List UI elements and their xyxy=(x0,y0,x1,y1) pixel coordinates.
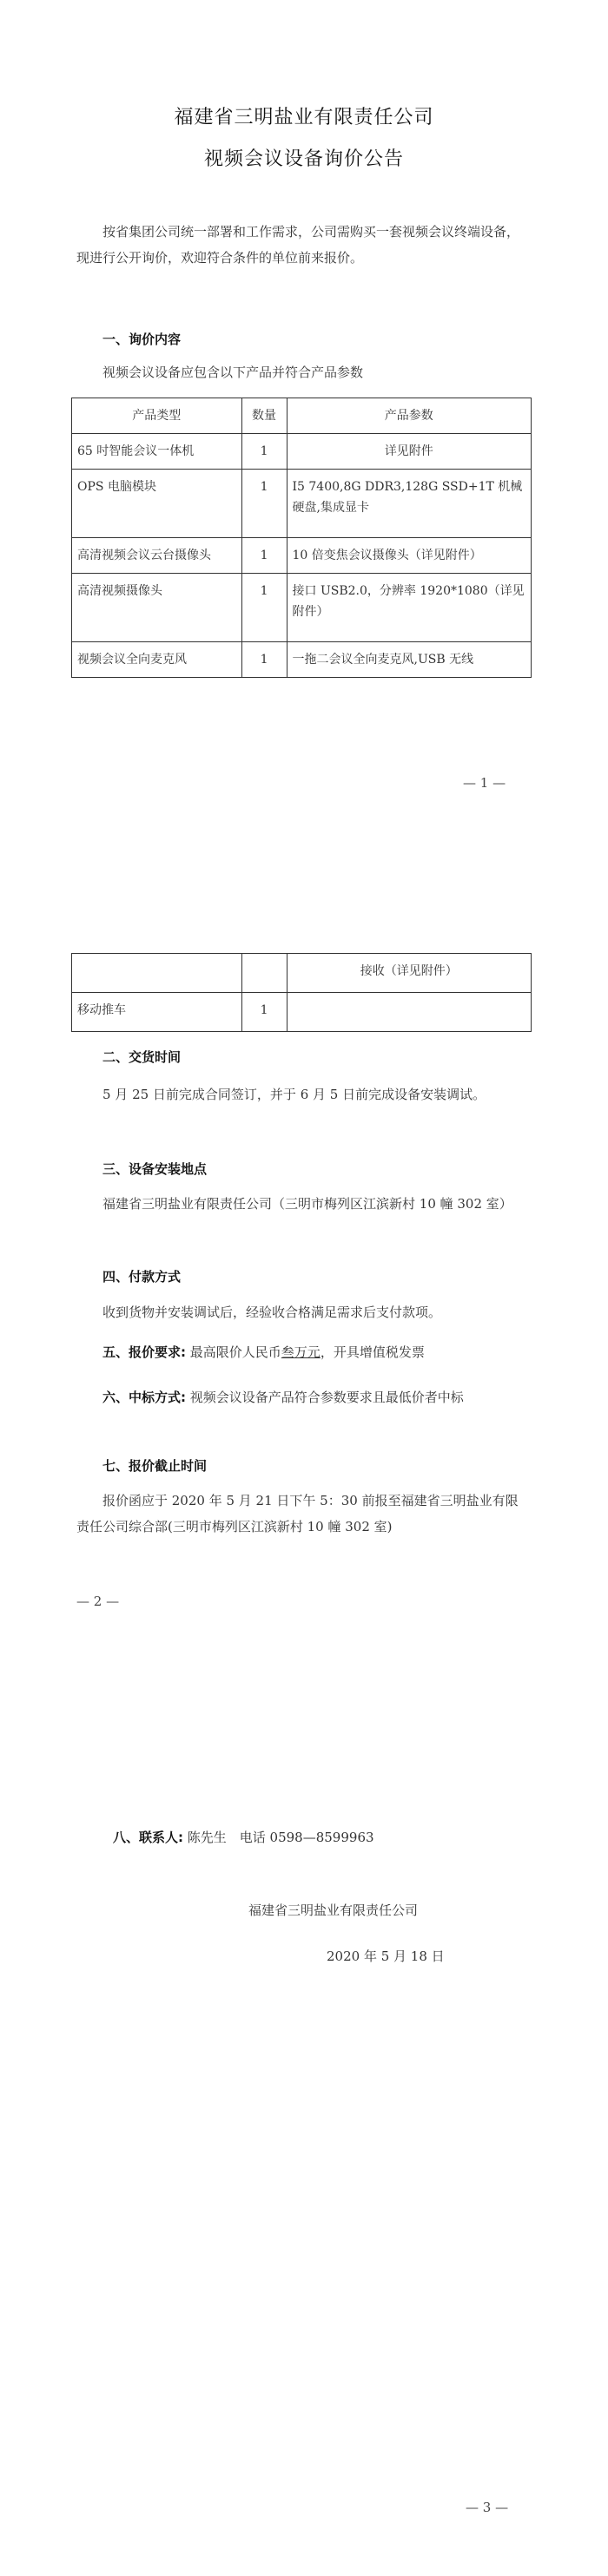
table-cell: 1 xyxy=(241,470,287,538)
table-cell: 1 xyxy=(241,993,287,1032)
section-6-text: 视频会议设备产品符合参数要求且最低价者中标 xyxy=(189,1390,464,1405)
section-4-heading: 四、付款方式 xyxy=(102,1269,182,1285)
table-cell: 65 吋智能会议一体机 xyxy=(72,434,242,470)
section-5-label: 五、报价要求: xyxy=(102,1344,186,1360)
contact-text: 陈先生 电话 0598—8599963 xyxy=(187,1830,374,1845)
table-row xyxy=(72,574,532,642)
table-cell: 详见附件 xyxy=(287,434,532,470)
doc-title-line1: 福建省三明盐业有限责任公司 xyxy=(174,107,434,128)
table-cell: I5 7400,8G DDR3,128G SSD+1T 机械硬盘,集成显卡 xyxy=(287,470,532,538)
header-cell: 产品类型 xyxy=(72,398,242,434)
table-header-row xyxy=(72,398,532,434)
table-cell: 一拖二会议全向麦克风,USB 无线 xyxy=(287,642,532,678)
section-1-heading: 一、询价内容 xyxy=(102,332,182,347)
section-5-text-a: 最高限价人民币 xyxy=(189,1344,281,1360)
table-row xyxy=(72,470,532,538)
table-cell xyxy=(287,993,531,1032)
table-cell: 高清视频摄像头 xyxy=(72,574,242,642)
table-cell: OPS 电脑模块 xyxy=(72,470,242,538)
section-7-heading: 七、报价截止时间 xyxy=(102,1458,208,1474)
section-1-lead: 视频会议设备应包含以下产品并符合产品参数 xyxy=(102,365,364,380)
product-table-continued xyxy=(71,953,532,1032)
page-number-2: — 2 — xyxy=(76,1594,120,1609)
product-table xyxy=(71,398,532,678)
table-row xyxy=(72,954,532,993)
page-number-1: — 1 — xyxy=(463,775,506,791)
table-cell: 高清视频会议云台摄像头 xyxy=(72,538,242,574)
header-cell: 数量 xyxy=(241,398,287,434)
table-cell: 1 xyxy=(241,642,287,678)
section-7-text: 报价函应于 2020 年 5 月 21 日下午 5：30 前报至福建省三明盐业有限责任公司综合部(三明市梅列区江滨新村 10 幢 302 室) xyxy=(76,1493,519,1534)
table-cell: 1 xyxy=(241,574,287,642)
table-row xyxy=(72,434,532,470)
table-cell: 移动推车 xyxy=(72,993,242,1032)
table-row xyxy=(72,538,532,574)
intro-paragraph: 按省集团公司统一部署和工作需求，公司需购买一套视频会议终端设备，现进行公开询价，欢迎符合条件的单位前来报价。 xyxy=(76,224,520,266)
table-cell: 接口 USB2.0，分辨率 1920*1080（详见附件） xyxy=(287,574,532,642)
section-2-text: 5 月 25 日前完成合同签订，并于 6 月 5 日前完成设备安装调试。 xyxy=(102,1087,486,1102)
signature-date: 2020 年 5 月 18 日 xyxy=(327,1948,445,1964)
table-row xyxy=(72,993,532,1032)
page-number-3: — 3 — xyxy=(466,2500,509,2515)
section-3-text: 福建省三明盐业有限责任公司（三明市梅列区江滨新村 10 幢 302 室） xyxy=(102,1196,512,1212)
section-5 xyxy=(102,1339,528,1365)
doc-title-line2: 视频会议设备询价公告 xyxy=(203,148,404,170)
section-6 xyxy=(102,1384,528,1410)
section-6-label: 六、中标方式: xyxy=(102,1390,186,1405)
table-cell: 视频会议全向麦克风 xyxy=(72,642,242,678)
section-8 xyxy=(113,1824,539,1850)
table-row xyxy=(72,642,532,678)
table-cell: 10 倍变焦会议摄像头（详见附件） xyxy=(287,538,532,574)
section-3-heading: 三、设备安装地点 xyxy=(102,1161,208,1177)
table-cell: 1 xyxy=(241,434,287,470)
section-8-label: 八、联系人: xyxy=(113,1830,183,1845)
section-2-heading: 二、交货时间 xyxy=(102,1049,182,1065)
table-cell: 接收（详见附件） xyxy=(287,954,531,993)
table-cell xyxy=(241,954,287,993)
section-4-text: 收到货物并安装调试后，经验收合格满足需求后支付款项。 xyxy=(102,1304,442,1320)
header-cell: 产品参数 xyxy=(287,398,532,434)
table-cell xyxy=(72,954,242,993)
signature-organization: 福建省三明盐业有限责任公司 xyxy=(248,1902,419,1918)
table-cell: 1 xyxy=(241,538,287,574)
price-cap-amount: 叁万元 xyxy=(281,1344,321,1360)
section-5-text-b: ，开具增值税发票 xyxy=(320,1344,425,1360)
